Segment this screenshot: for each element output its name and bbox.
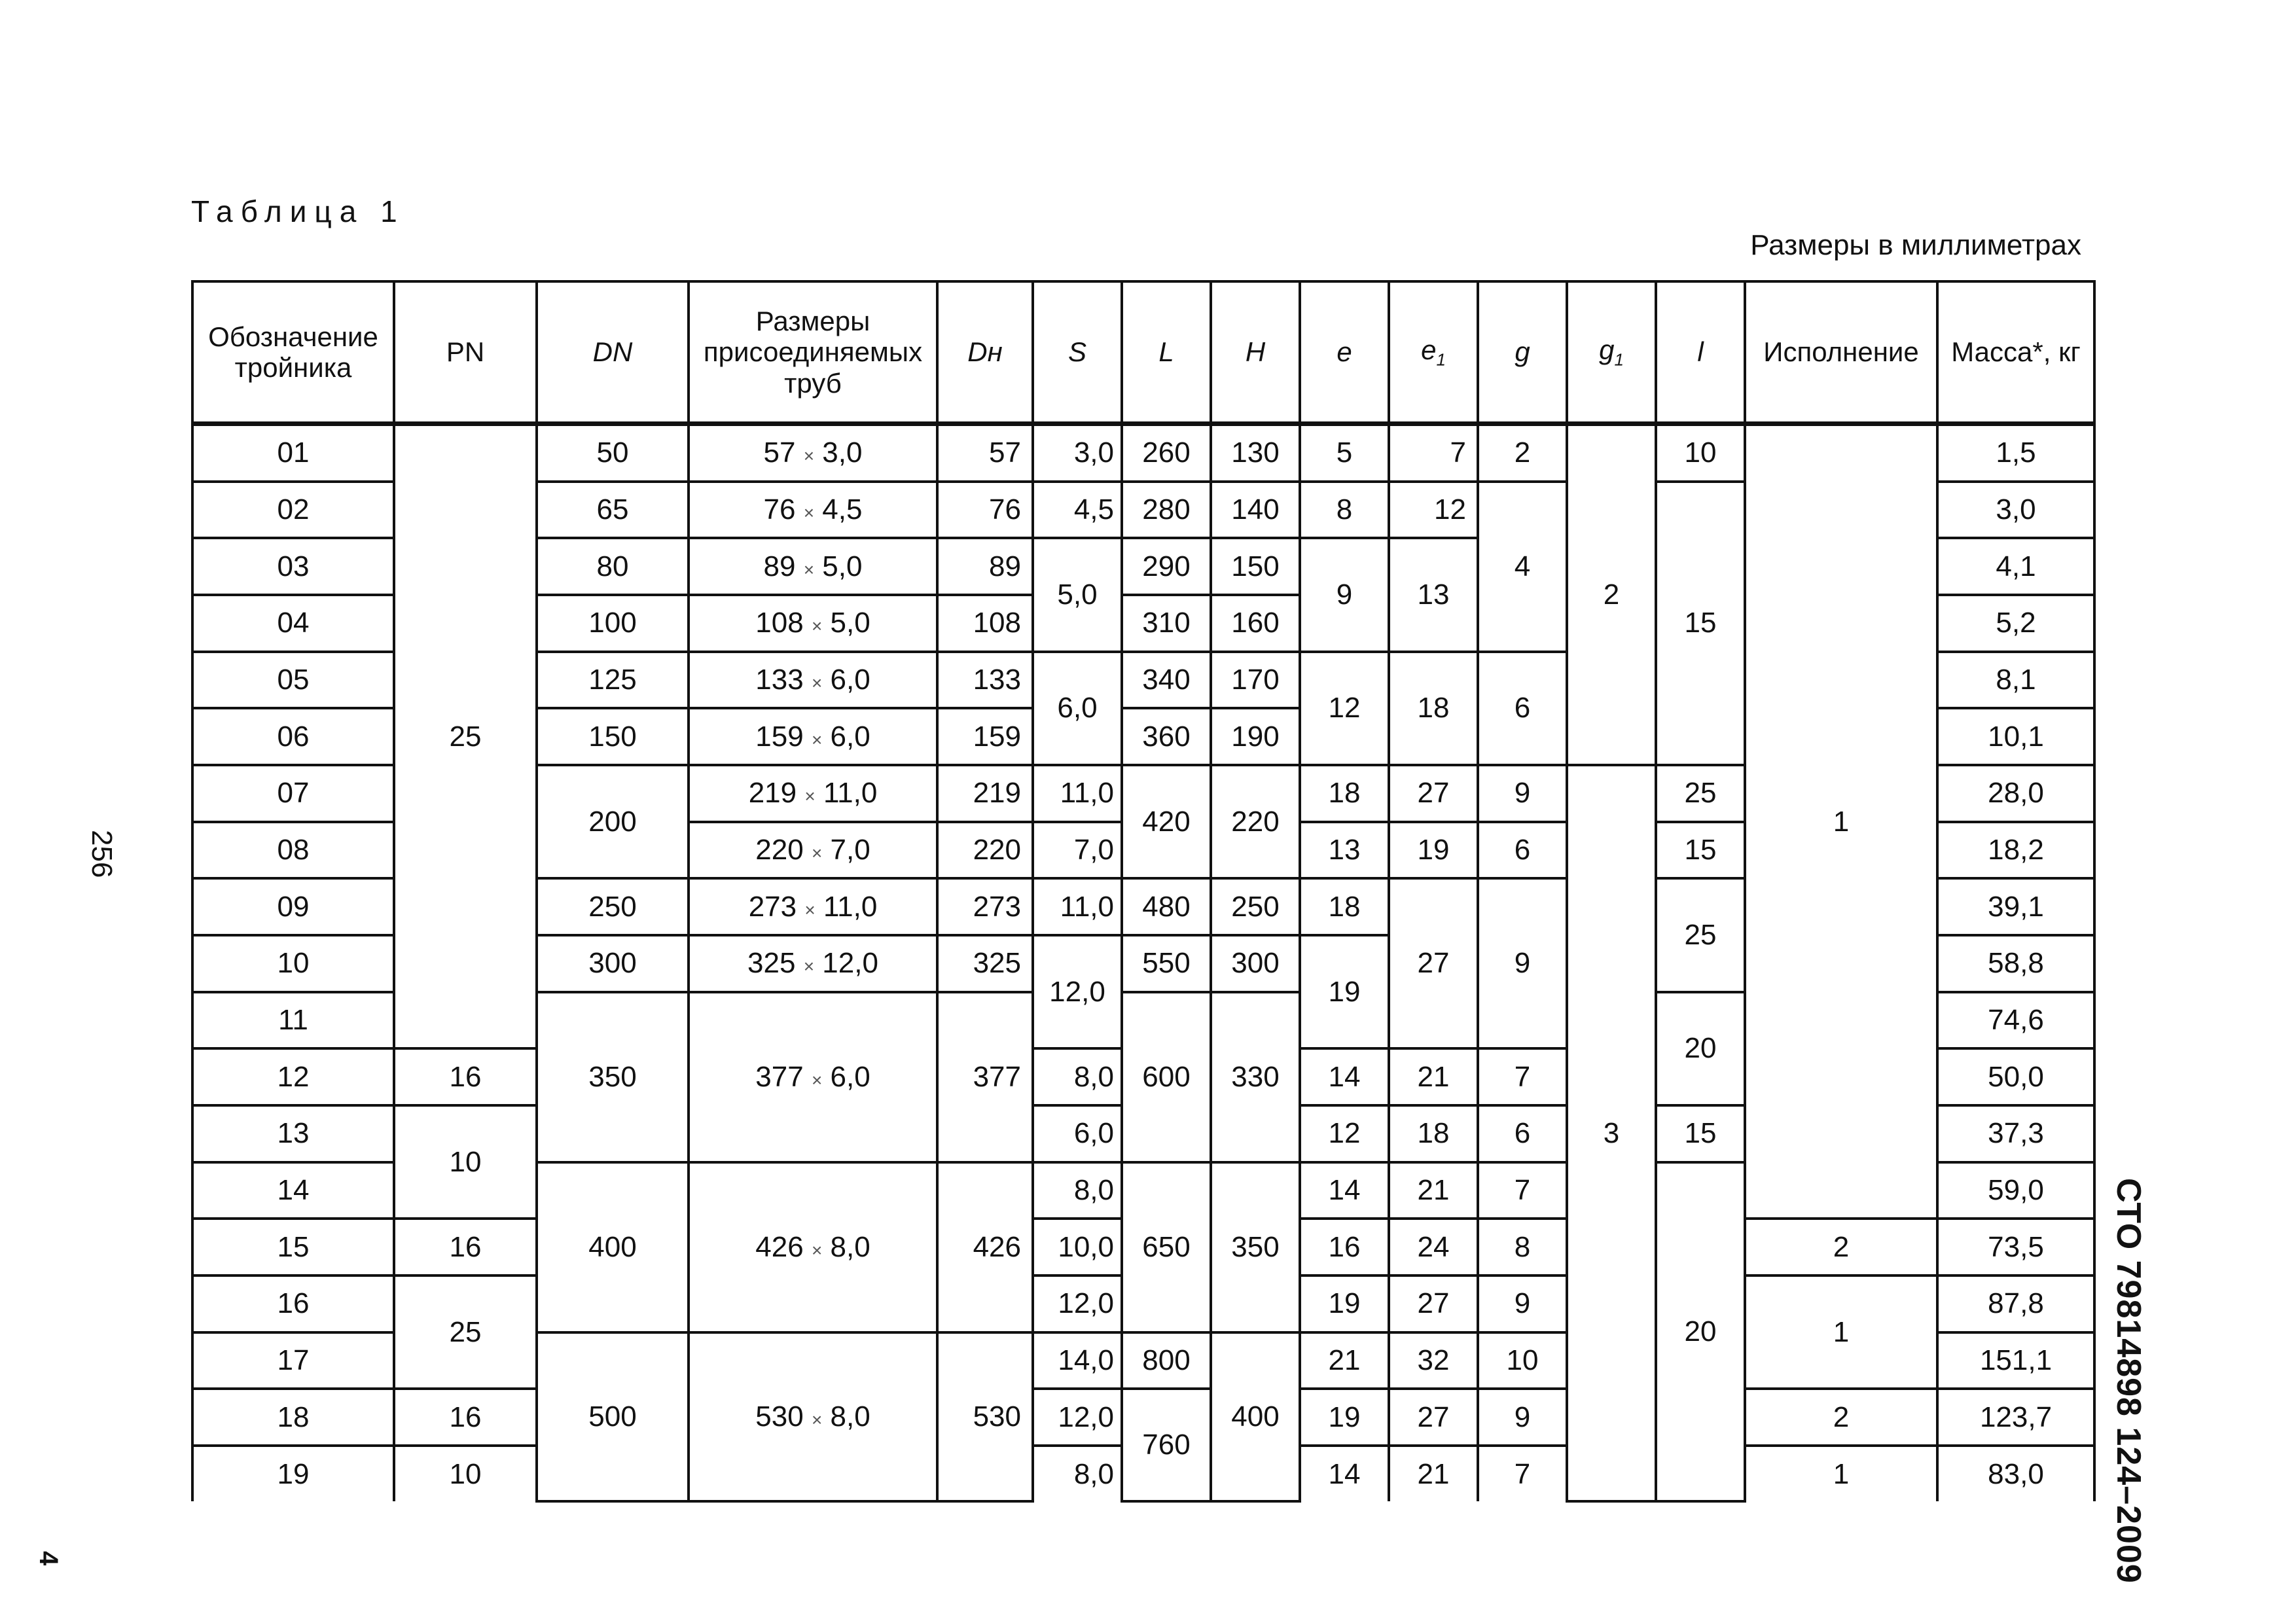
cell-l: 20 bbox=[1656, 1162, 1745, 1501]
cell-g1: 2 bbox=[1567, 424, 1656, 766]
cell-oboz: 05 bbox=[192, 652, 394, 709]
cell-s: 8,0 bbox=[1033, 1048, 1122, 1105]
cell-g1: 3 bbox=[1567, 765, 1656, 1501]
header-massa: Масса*, кг bbox=[1937, 281, 2094, 424]
cell-oboz: 01 bbox=[192, 424, 394, 482]
cell-s: 6,0 bbox=[1033, 652, 1122, 765]
cell-oboz: 14 bbox=[192, 1162, 394, 1219]
cell-L: 650 bbox=[1122, 1162, 1211, 1332]
times-sign: × bbox=[811, 673, 823, 694]
cell-s: 12,0 bbox=[1033, 1275, 1122, 1332]
razm-s: 5,0 bbox=[822, 550, 863, 582]
cell-H: 190 bbox=[1211, 708, 1300, 765]
razm-s: 11,0 bbox=[823, 890, 878, 923]
cell-l: 15 bbox=[1656, 1105, 1745, 1162]
cell-massa: 10,1 bbox=[1937, 708, 2094, 765]
cell-s: 12,0 bbox=[1033, 1389, 1122, 1446]
cell-massa: 123,7 bbox=[1937, 1389, 2094, 1446]
cell-oboz: 10 bbox=[192, 935, 394, 992]
cell-razm bbox=[689, 765, 937, 822]
cell-L: 310 bbox=[1122, 595, 1211, 652]
cell-razm bbox=[689, 482, 937, 539]
cell-massa: 8,1 bbox=[1937, 652, 2094, 709]
cell-l: 10 bbox=[1656, 424, 1745, 482]
header-e1 bbox=[1389, 281, 1478, 424]
cell-e1: 27 bbox=[1389, 1275, 1478, 1332]
header-g1-sub: 1 bbox=[1614, 349, 1624, 370]
cell-g: 2 bbox=[1478, 424, 1567, 482]
cell-g: 7 bbox=[1478, 1446, 1567, 1501]
side-page-number: 256 bbox=[86, 830, 118, 878]
cell-massa: 59,0 bbox=[1937, 1162, 2094, 1219]
header-razm: Размеры присоединяемых труб bbox=[689, 281, 937, 424]
cell-dn: 350 bbox=[537, 992, 689, 1162]
times-sign: × bbox=[803, 503, 815, 524]
razm-s: 4,5 bbox=[822, 493, 863, 526]
cell-pn: 16 bbox=[394, 1048, 537, 1105]
razm-d: 89 bbox=[763, 550, 796, 582]
times-sign: × bbox=[811, 1240, 823, 1260]
razm-s: 5,0 bbox=[830, 607, 870, 639]
cell-dh: 57 bbox=[937, 424, 1033, 482]
cell-e: 12 bbox=[1300, 652, 1389, 765]
cell-dh: 325 bbox=[937, 935, 1033, 992]
cell-g: 9 bbox=[1478, 1389, 1567, 1446]
cell-L: 280 bbox=[1122, 482, 1211, 539]
cell-e: 9 bbox=[1300, 538, 1389, 651]
cell-dh: 377 bbox=[937, 992, 1033, 1162]
cell-dh: 159 bbox=[937, 708, 1033, 765]
cell-e: 14 bbox=[1300, 1048, 1389, 1105]
cell-H: 300 bbox=[1211, 935, 1300, 992]
cell-H: 160 bbox=[1211, 595, 1300, 652]
razm-s: 6,0 bbox=[830, 1060, 870, 1093]
cell-L: 290 bbox=[1122, 538, 1211, 595]
header-g1-base: g bbox=[1599, 334, 1615, 366]
cell-e1: 12 bbox=[1389, 482, 1478, 539]
cell-e: 21 bbox=[1300, 1332, 1389, 1389]
cell-dh: 76 bbox=[937, 482, 1033, 539]
cell-pn: 10 bbox=[394, 1446, 537, 1501]
cell-H: 170 bbox=[1211, 652, 1300, 709]
cell-e1: 27 bbox=[1389, 878, 1478, 1048]
cell-dh: 426 bbox=[937, 1162, 1033, 1332]
cell-L: 600 bbox=[1122, 992, 1211, 1162]
cell-dn: 50 bbox=[537, 424, 689, 482]
razm-d: 159 bbox=[755, 720, 804, 753]
table-row bbox=[192, 424, 2094, 482]
razm-d: 76 bbox=[763, 493, 796, 526]
razm-s: 12,0 bbox=[822, 947, 878, 980]
cell-L: 760 bbox=[1122, 1389, 1211, 1501]
cell-razm bbox=[689, 1162, 937, 1332]
cell-massa: 74,6 bbox=[1937, 992, 2094, 1049]
razm-d: 325 bbox=[747, 947, 796, 980]
cell-e1: 27 bbox=[1389, 765, 1478, 822]
table-caption: Таблица 1 bbox=[191, 194, 405, 228]
cell-dh: 530 bbox=[937, 1332, 1033, 1501]
cell-e1: 27 bbox=[1389, 1389, 1478, 1446]
times-sign: × bbox=[804, 786, 816, 807]
razm-d: 530 bbox=[755, 1400, 804, 1433]
cell-pn: 16 bbox=[394, 1219, 537, 1275]
dimensions-table bbox=[191, 280, 2096, 1503]
cell-oboz: 09 bbox=[192, 878, 394, 935]
cell-l: 15 bbox=[1656, 482, 1745, 765]
units-note: Размеры в миллиметрах bbox=[1750, 229, 2081, 261]
cell-dn: 200 bbox=[537, 765, 689, 878]
cell-dh: 108 bbox=[937, 595, 1033, 652]
cell-dn: 500 bbox=[537, 1332, 689, 1501]
cell-massa: 4,1 bbox=[1937, 538, 2094, 595]
times-sign: × bbox=[811, 843, 823, 864]
cell-massa: 18,2 bbox=[1937, 822, 2094, 879]
cell-s: 8,0 bbox=[1033, 1162, 1122, 1219]
cell-g: 9 bbox=[1478, 765, 1567, 822]
cell-l: 25 bbox=[1656, 878, 1745, 991]
cell-e: 18 bbox=[1300, 878, 1389, 935]
cell-massa: 1,5 bbox=[1937, 424, 2094, 482]
cell-oboz: 17 bbox=[192, 1332, 394, 1389]
times-sign: × bbox=[811, 616, 823, 637]
table-row bbox=[192, 1389, 2094, 1446]
cell-l: 25 bbox=[1656, 765, 1745, 822]
razm-s: 8,0 bbox=[830, 1400, 870, 1433]
cell-razm bbox=[689, 878, 937, 935]
header-h: H bbox=[1211, 281, 1300, 424]
cell-H: 330 bbox=[1211, 992, 1300, 1162]
razm-d: 426 bbox=[755, 1230, 804, 1263]
cell-dn: 65 bbox=[537, 482, 689, 539]
header-row bbox=[192, 281, 2094, 424]
header-isp: Исполнение bbox=[1745, 281, 1937, 424]
cell-massa: 37,3 bbox=[1937, 1105, 2094, 1162]
footer-page-number: 4 bbox=[34, 1551, 63, 1566]
cell-H: 220 bbox=[1211, 765, 1300, 878]
cell-oboz: 02 bbox=[192, 482, 394, 539]
cell-oboz: 19 bbox=[192, 1446, 394, 1501]
cell-dn: 400 bbox=[537, 1162, 689, 1332]
cell-e: 14 bbox=[1300, 1446, 1389, 1501]
cell-oboz: 15 bbox=[192, 1219, 394, 1275]
cell-massa: 87,8 bbox=[1937, 1275, 2094, 1332]
header-l-small: l bbox=[1656, 281, 1745, 424]
times-sign: × bbox=[811, 1069, 823, 1090]
cell-razm bbox=[689, 822, 937, 879]
cell-s: 7,0 bbox=[1033, 822, 1122, 879]
cell-e1: 18 bbox=[1389, 1105, 1478, 1162]
razm-s: 6,0 bbox=[830, 664, 870, 696]
cell-pn: 25 bbox=[394, 1275, 537, 1389]
cell-pn: 25 bbox=[394, 424, 537, 1049]
cell-g: 10 bbox=[1478, 1332, 1567, 1389]
cell-oboz: 07 bbox=[192, 765, 394, 822]
times-sign: × bbox=[803, 559, 815, 580]
cell-L: 420 bbox=[1122, 765, 1211, 878]
cell-isp: 1 bbox=[1745, 1446, 1937, 1501]
cell-g: 7 bbox=[1478, 1048, 1567, 1105]
cell-e: 19 bbox=[1300, 1389, 1389, 1446]
cell-e1: 7 bbox=[1389, 424, 1478, 482]
cell-L: 260 bbox=[1122, 424, 1211, 482]
cell-isp: 1 bbox=[1745, 1275, 1937, 1389]
cell-massa: 3,0 bbox=[1937, 482, 2094, 539]
times-sign: × bbox=[803, 956, 815, 977]
cell-oboz: 12 bbox=[192, 1048, 394, 1105]
cell-pn: 16 bbox=[394, 1389, 537, 1446]
cell-razm bbox=[689, 708, 937, 765]
cell-e: 5 bbox=[1300, 424, 1389, 482]
cell-g: 7 bbox=[1478, 1162, 1567, 1219]
header-e1-sub: 1 bbox=[1436, 349, 1446, 370]
cell-L: 800 bbox=[1122, 1332, 1211, 1389]
cell-s: 11,0 bbox=[1033, 765, 1122, 822]
cell-e1: 21 bbox=[1389, 1446, 1478, 1501]
cell-l: 15 bbox=[1656, 822, 1745, 879]
cell-razm bbox=[689, 538, 937, 595]
razm-d: 133 bbox=[755, 664, 804, 696]
cell-s: 6,0 bbox=[1033, 1105, 1122, 1162]
cell-dh: 220 bbox=[937, 822, 1033, 879]
cell-H: 250 bbox=[1211, 878, 1300, 935]
header-e: e bbox=[1300, 281, 1389, 424]
cell-e1: 21 bbox=[1389, 1162, 1478, 1219]
cell-dh: 133 bbox=[937, 652, 1033, 709]
cell-L: 360 bbox=[1122, 708, 1211, 765]
cell-s: 4,5 bbox=[1033, 482, 1122, 539]
cell-massa: 83,0 bbox=[1937, 1446, 2094, 1501]
cell-razm bbox=[689, 595, 937, 652]
cell-s: 10,0 bbox=[1033, 1219, 1122, 1275]
cell-e1: 13 bbox=[1389, 538, 1478, 651]
cell-dh: 89 bbox=[937, 538, 1033, 595]
cell-e: 13 bbox=[1300, 822, 1389, 879]
header-dn: DN bbox=[537, 281, 689, 424]
cell-dn: 100 bbox=[537, 595, 689, 652]
cell-massa: 151,1 bbox=[1937, 1332, 2094, 1389]
cell-pn: 10 bbox=[394, 1105, 537, 1219]
cell-oboz: 03 bbox=[192, 538, 394, 595]
cell-s: 5,0 bbox=[1033, 538, 1122, 651]
cell-massa: 5,2 bbox=[1937, 595, 2094, 652]
cell-massa: 28,0 bbox=[1937, 765, 2094, 822]
cell-e: 16 bbox=[1300, 1219, 1389, 1275]
cell-oboz: 13 bbox=[192, 1105, 394, 1162]
cell-e1: 21 bbox=[1389, 1048, 1478, 1105]
cell-g: 9 bbox=[1478, 1275, 1567, 1332]
cell-razm bbox=[689, 992, 937, 1162]
header-l: L bbox=[1122, 281, 1211, 424]
cell-razm bbox=[689, 652, 937, 709]
cell-razm bbox=[689, 424, 937, 482]
cell-dh: 273 bbox=[937, 878, 1033, 935]
cell-L: 340 bbox=[1122, 652, 1211, 709]
cell-dn: 250 bbox=[537, 878, 689, 935]
times-sign: × bbox=[811, 729, 823, 750]
razm-s: 8,0 bbox=[830, 1230, 870, 1263]
header-e1-base: e bbox=[1421, 334, 1437, 366]
header-g1 bbox=[1567, 281, 1656, 424]
cell-oboz: 18 bbox=[192, 1389, 394, 1446]
cell-razm bbox=[689, 1332, 937, 1501]
cell-e1: 19 bbox=[1389, 822, 1478, 879]
cell-s: 11,0 bbox=[1033, 878, 1122, 935]
cell-g: 6 bbox=[1478, 822, 1567, 879]
cell-s: 8,0 bbox=[1033, 1446, 1122, 1501]
razm-d: 108 bbox=[755, 607, 804, 639]
header-g: g bbox=[1478, 281, 1567, 424]
cell-oboz: 11 bbox=[192, 992, 394, 1049]
cell-s: 14,0 bbox=[1033, 1332, 1122, 1389]
cell-H: 150 bbox=[1211, 538, 1300, 595]
razm-d: 219 bbox=[748, 777, 797, 810]
header-s: S bbox=[1033, 281, 1122, 424]
cell-e: 19 bbox=[1300, 1275, 1389, 1332]
cell-e: 19 bbox=[1300, 935, 1389, 1048]
header-oboz: Обозначение тройника bbox=[192, 281, 394, 424]
header-pn: PN bbox=[394, 281, 537, 424]
cell-e1: 32 bbox=[1389, 1332, 1478, 1389]
cell-dn: 300 bbox=[537, 935, 689, 992]
cell-g: 6 bbox=[1478, 652, 1567, 765]
cell-oboz: 16 bbox=[192, 1275, 394, 1332]
cell-dn: 150 bbox=[537, 708, 689, 765]
cell-H: 350 bbox=[1211, 1162, 1300, 1332]
cell-s: 12,0 bbox=[1033, 935, 1122, 1048]
cell-massa: 50,0 bbox=[1937, 1048, 2094, 1105]
cell-g: 6 bbox=[1478, 1105, 1567, 1162]
cell-e: 8 bbox=[1300, 482, 1389, 539]
cell-dn: 80 bbox=[537, 538, 689, 595]
cell-g: 4 bbox=[1478, 482, 1567, 652]
cell-massa: 58,8 bbox=[1937, 935, 2094, 992]
razm-s: 11,0 bbox=[823, 777, 878, 810]
cell-e1: 18 bbox=[1389, 652, 1478, 765]
document-code: СТО 79814898 124–2009 bbox=[2109, 1178, 2147, 1584]
cell-g: 8 bbox=[1478, 1219, 1567, 1275]
times-sign: × bbox=[803, 446, 815, 467]
cell-e: 12 bbox=[1300, 1105, 1389, 1162]
cell-e: 14 bbox=[1300, 1162, 1389, 1219]
cell-e: 18 bbox=[1300, 765, 1389, 822]
cell-l: 20 bbox=[1656, 992, 1745, 1105]
cell-L: 480 bbox=[1122, 878, 1211, 935]
cell-H: 400 bbox=[1211, 1332, 1300, 1501]
cell-e1: 24 bbox=[1389, 1219, 1478, 1275]
times-sign: × bbox=[804, 899, 816, 920]
razm-s: 3,0 bbox=[822, 437, 863, 469]
razm-d: 273 bbox=[748, 890, 797, 923]
cell-H: 140 bbox=[1211, 482, 1300, 539]
razm-d: 220 bbox=[755, 834, 804, 866]
cell-L: 550 bbox=[1122, 935, 1211, 992]
cell-isp: 2 bbox=[1745, 1219, 1937, 1275]
cell-oboz: 06 bbox=[192, 708, 394, 765]
cell-oboz: 04 bbox=[192, 595, 394, 652]
cell-H: 130 bbox=[1211, 424, 1300, 482]
razm-s: 7,0 bbox=[830, 834, 870, 866]
cell-razm bbox=[689, 935, 937, 992]
cell-oboz: 08 bbox=[192, 822, 394, 879]
cell-s: 3,0 bbox=[1033, 424, 1122, 482]
cell-dn: 125 bbox=[537, 652, 689, 709]
header-dh: Dн bbox=[937, 281, 1033, 424]
cell-dh: 219 bbox=[937, 765, 1033, 822]
razm-s: 6,0 bbox=[830, 720, 870, 753]
razm-d: 377 bbox=[755, 1060, 804, 1093]
cell-massa: 39,1 bbox=[1937, 878, 2094, 935]
cell-isp: 1 bbox=[1745, 424, 1937, 1219]
razm-d: 57 bbox=[763, 437, 796, 469]
cell-massa: 73,5 bbox=[1937, 1219, 2094, 1275]
cell-isp: 2 bbox=[1745, 1389, 1937, 1446]
cell-g: 9 bbox=[1478, 878, 1567, 1048]
times-sign: × bbox=[811, 1409, 823, 1430]
